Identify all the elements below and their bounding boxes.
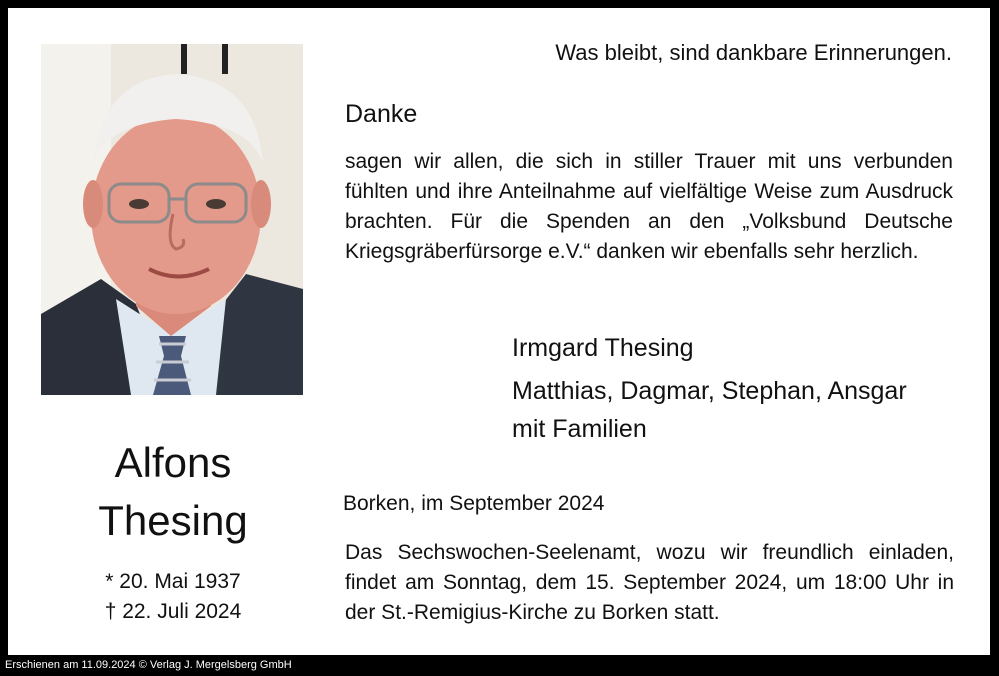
publication-footer: Erschienen am 11.09.2024 © Verlag J. Mergelsberg GmbH bbox=[5, 659, 292, 671]
portrait-photo bbox=[41, 44, 303, 395]
mourner-families: mit Familien bbox=[512, 415, 647, 443]
mourner-children: Matthias, Dagmar, Stephan, Ansgar bbox=[512, 377, 907, 405]
thanks-title: Danke bbox=[345, 100, 418, 128]
place-date: Borken, im September 2024 bbox=[343, 492, 605, 515]
death-date: † 22. Juli 2024 bbox=[104, 600, 242, 623]
obituary-card bbox=[8, 8, 990, 655]
thanks-text: sagen wir allen, die sich in stiller Trauer mit uns verbunden fühlten und ihre Anteilnahme auf vielfältige Weise zum Ausdruck brachten. Für die Spenden an den „Volksbund Deutsche Kriegsgräberfürsorge e.V.“ danken wir ebenfalls sehr herzlich. bbox=[345, 150, 953, 263]
mourner-spouse: Irmgard Thesing bbox=[512, 334, 694, 362]
mourners bbox=[512, 330, 907, 448]
motto: Was bleibt, sind dankbare Erinnerungen. bbox=[555, 40, 952, 65]
mass-notice: Das Sechswochen-Seelenamt, wozu wir freundlich einladen, findet am Sonntag, dem 15. September 2024, um 18:00 Uhr in der St.-Remigius-Kirche zu Borken statt. bbox=[345, 541, 954, 624]
deceased-first-name: Alfons bbox=[114, 439, 232, 486]
birth-date: * 20. Mai 1937 bbox=[105, 570, 241, 593]
deceased-last-name: Thesing bbox=[98, 497, 248, 544]
life-dates bbox=[58, 567, 288, 627]
deceased-name bbox=[58, 434, 288, 550]
